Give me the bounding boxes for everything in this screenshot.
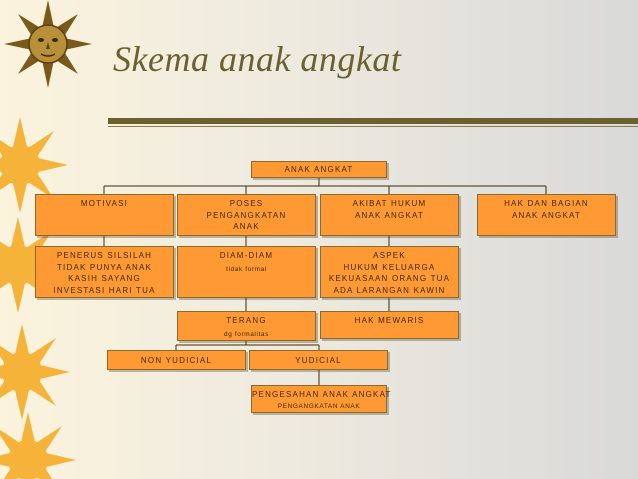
node-anak-angkat: [251, 161, 387, 178]
node-label: PENERUS SILSILAH: [56, 251, 153, 260]
node-label: ANAK ANGKAT: [284, 165, 354, 174]
node-label: KEKUASAAN ORANG TUA: [328, 274, 451, 283]
node-label: AKIBAT HUKUM: [352, 199, 427, 208]
node-terang: [177, 311, 316, 341]
node-sublabel: PENGANGKATAN ANAK: [277, 402, 361, 410]
node-label: TIDAK PUNYA ANAK: [56, 262, 153, 272]
node-label: ASPEK: [373, 251, 406, 260]
node-aspek: [320, 246, 459, 298]
node-label: INVESTASI HARI TUA: [53, 285, 156, 295]
node-label: TERANG: [226, 316, 267, 325]
node-label: POSES: [229, 199, 264, 208]
node-label: DIAM-DIAM: [219, 251, 274, 260]
node-label: HUKUM KELUARGA: [343, 262, 436, 272]
node-label: ANAK ANGKAT: [511, 210, 582, 220]
node-poses: [177, 194, 316, 236]
node-label: ADA LARANGAN KAWIN: [333, 285, 446, 295]
node-label: HAK DAN BAGIAN: [504, 199, 589, 208]
node-label: PENGANGKATAN: [206, 210, 287, 220]
title-divider-thin: [108, 126, 638, 127]
node-label: ANAK: [233, 222, 260, 231]
node-label: MOTIVASI: [80, 199, 129, 208]
node-pengesahan: [251, 385, 392, 413]
node-label: ANAK ANGKAT: [354, 210, 425, 220]
node-label: HAK MEWARIS: [354, 316, 425, 325]
slide-title: Skema anak angkat: [113, 39, 402, 79]
node-label: KASIH SAYANG: [68, 274, 141, 283]
node-sublabel: tidak formal: [226, 265, 267, 273]
node-label: PENGESAHAN ANAK ANGKAT: [252, 390, 392, 399]
node-label: NON YUDICIAL: [140, 356, 213, 365]
sun-face-icon: [4, 0, 92, 88]
node-sublabel: dg formalitas: [223, 330, 269, 338]
node-penerus-silsilah: [35, 246, 174, 298]
sun-icon: [0, 412, 76, 479]
node-non-yudicial: [107, 350, 246, 370]
node-hak-mewaris: [320, 311, 459, 339]
node-motivasi: [35, 194, 174, 236]
node-hak-dan-bagian: [477, 194, 616, 236]
title-divider: [108, 118, 638, 124]
node-yudicial: [249, 350, 388, 370]
node-akibat-hukum: [320, 194, 459, 236]
sun-icon: [0, 324, 70, 420]
sun-decoration: [0, 0, 110, 479]
node-label: YUDICIAL: [295, 356, 342, 365]
node-diam-diam: [177, 246, 316, 298]
